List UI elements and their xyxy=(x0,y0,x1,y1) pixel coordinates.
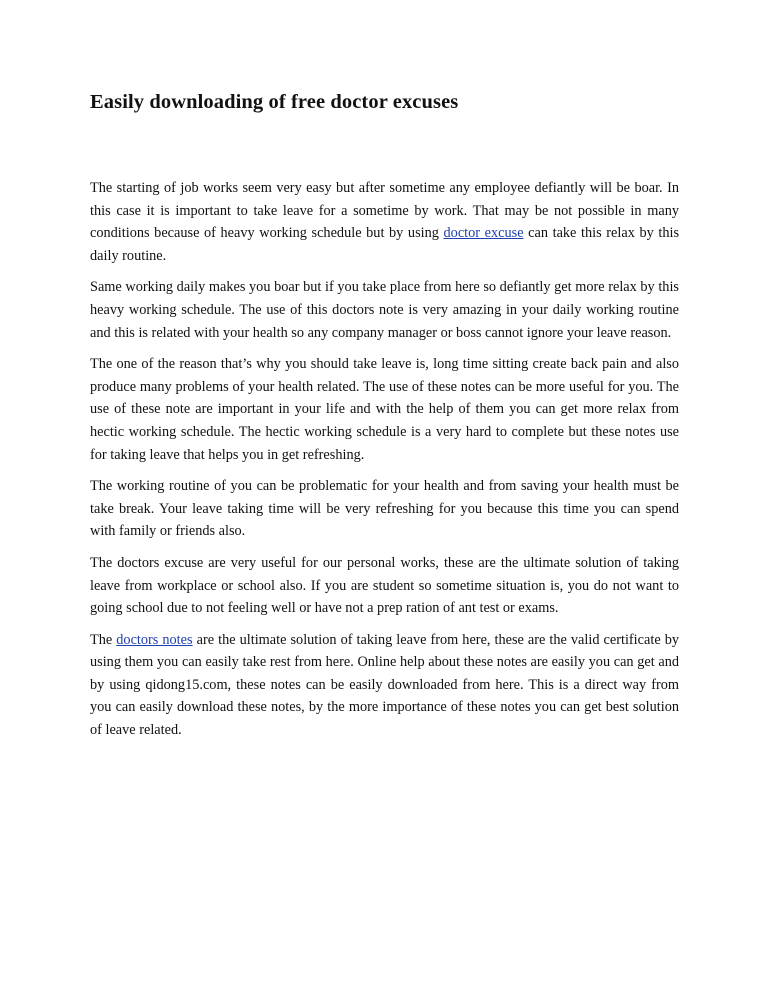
paragraph-4: The working routine of you can be problematic for your health and from saving your health must be take break. Your leave taking time will be very refreshing for you because this time you can spend with family or friends also. xyxy=(90,478,679,540)
doctor-excuse-link[interactable]: doctor excuse xyxy=(443,225,524,242)
paragraph-5: The doctors excuse are very useful for our personal works, these are the ultimate solution of taking leave from workplace or school also. If you are student so sometime situation is, you do not want to going school due to not feeling well or have not a prep ration of ant test or exams. xyxy=(90,554,679,617)
paragraph-6 xyxy=(90,629,679,742)
paragraph-6-text-after: are the ultimate solution of taking leave from here, these are the valid certificate by using them you can easily take rest from here. Online help about these notes are easily you can get and by using qidong15.com, these notes can be easily downloaded from here. This is a direct way from you can easily download these notes, by the more importance of these notes you can get best solution of leave related. xyxy=(90,631,679,739)
paragraph-1 xyxy=(90,177,679,267)
paragraph-3: The one of the reason that’s why you should take leave is, long time sitting create back pain and also produce many problems of your health related. The use of these notes can be more useful for you. The use of these note are important in your life and with the help of them you can get more relax from hectic working schedule. The hectic working schedule is a very hard to complete but these notes use for taking leave that helps you in get refreshing. xyxy=(90,356,679,463)
document-title: Easily downloading of free doctor excuses xyxy=(90,91,459,113)
paragraph-6-text-before: The xyxy=(90,631,117,648)
paragraph-2: Same working daily makes you boar but if you take place from here so defiantly get more relax by this heavy working schedule. The use of this doctors note is very amazing in your daily working routine and this is related with your health so any company manager or boss cannot ignore your leave reason. xyxy=(90,279,679,341)
doctors-notes-link[interactable]: doctors notes xyxy=(116,631,193,648)
paragraph-1-text-before: The starting of job works seem very easy but after sometime any employee defiantly will be boar. In this case it is important to take leave for a sometime by work. That may be not possible in many conditions because of heavy working schedule but by using xyxy=(90,180,679,242)
paragraph-1-text-after: can take this relax by this daily routine. xyxy=(90,225,680,264)
document-page xyxy=(90,88,679,751)
